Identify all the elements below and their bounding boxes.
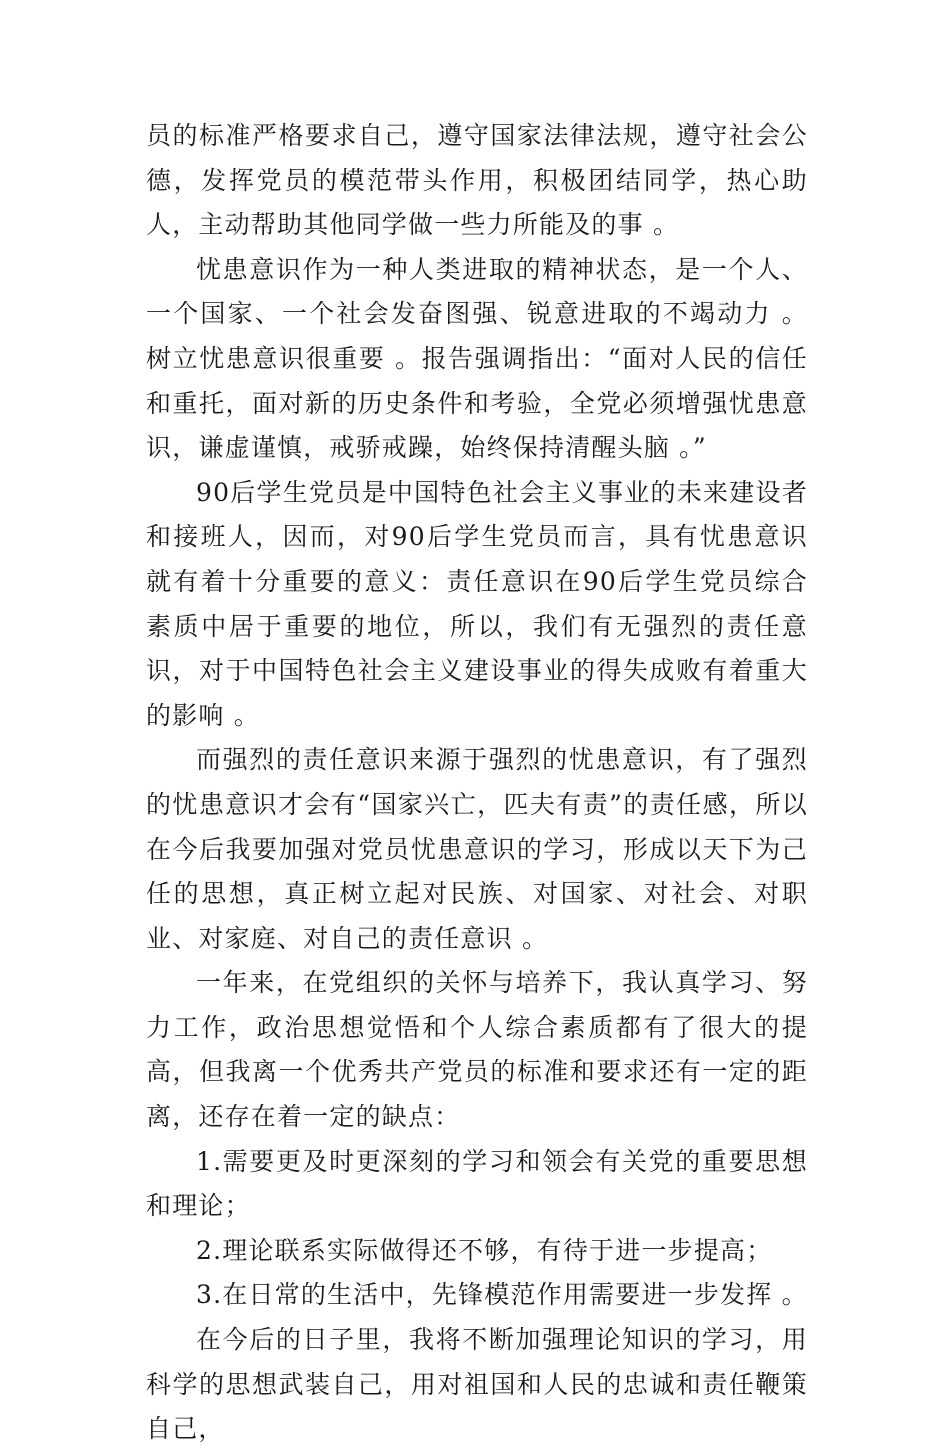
document-body xyxy=(146,114,808,1452)
paragraph-4: 而强烈的责任意识来源于强烈的忧患意识，有了强烈的忧患意识才会有“国家兴亡，匹夫有责”的责任感，所以在今后我要加强对党员忧患意识的学习，形成以天下为己任的思想，真正树立起对民族、对国家、对社会、对职业、对家庭、对自己的责任意识 。 xyxy=(146,745,808,953)
paragraph-1: 员的标准严格要求自己，遵守国家法律法规，遵守社会公德，发挥党员的模范带头作用，积极团结同学，热心助人，主动帮助其他同学做一些力所能及的事 。 xyxy=(146,121,808,240)
paragraph-3: 90后学生党员是中国特色社会主义事业的未来建设者和接班人，因而，对90后学生党员而言，具有忧患意识就有着十分重要的意义：责任意识在90后学生党员综合素质中居于重要的地位，所以，我们有无强烈的责任意识，对于中国特色社会主义建设事业的得失成败有着重大的影响 。 xyxy=(146,477,808,730)
list-item-1: 1.需要更及时更深刻的学习和领会有关党的重要思想和理论； xyxy=(146,1146,808,1221)
paragraph-6: 在今后的日子里，我将不断加强理论知识的学习，用科学的思想武装自己，用对祖国和人民的忠诚和责任鞭策自己， xyxy=(146,1325,808,1444)
paragraph-5: 一年来，在党组织的关怀与培养下，我认真学习、努力工作，政治思想觉悟和个人综合素质都有了很大的提高，但我离一个优秀共产党员的标准和要求还有一定的距离，还存在着一定的缺点： xyxy=(146,968,808,1132)
paragraph-2: 忧患意识作为一种人类进取的精神状态，是一个人、一个国家、一个社会发奋图强、锐意进取的不竭动力 。树立忧患意识很重要 。报告强调指出：“面对人民的信任和重托，面对新的历史条件和考验，全党必须增强忧患意识，谦虚谨慎，戒骄戒躁，始终保持清醒头脑 。” xyxy=(146,254,808,463)
list-item-2: 2.理论联系实际做得还不够，有待于进一步提高； xyxy=(196,1235,773,1265)
list-item-3: 3.在日常的生活中，先锋模范作用需要进一步发挥 。 xyxy=(196,1280,808,1310)
